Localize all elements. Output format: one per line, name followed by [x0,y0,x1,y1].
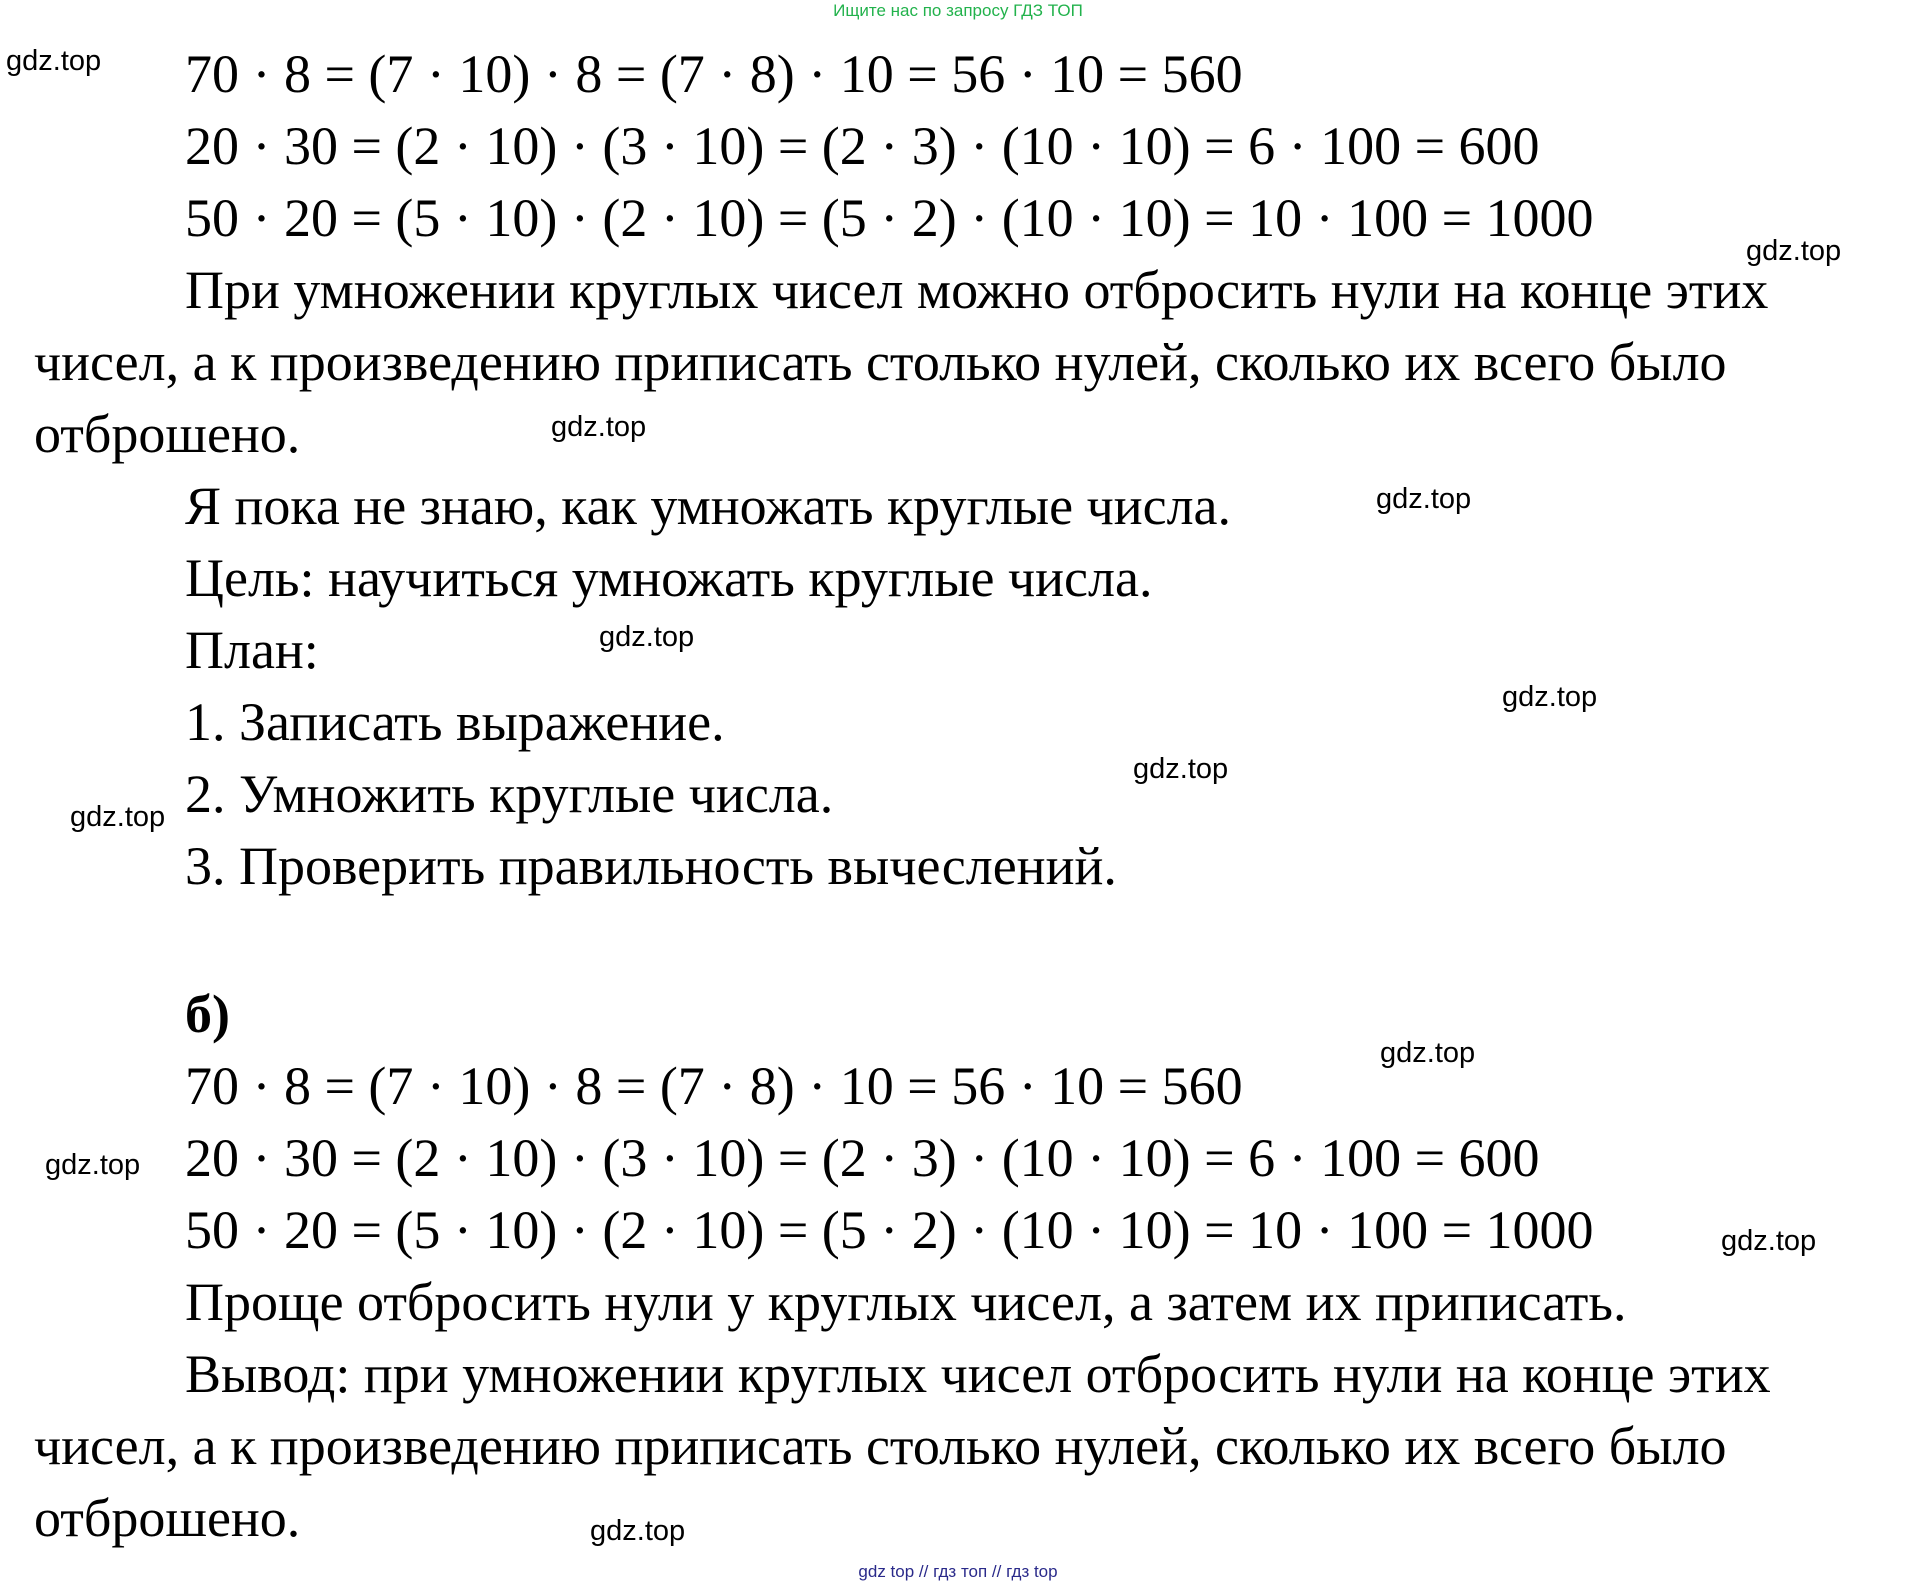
equation-line: 50 · 20 = (5 · 10) · (2 · 10) = (5 · 2) · (10 · 10) = 10 · 100 = 1000 [185,1200,1594,1260]
watermark: gdz.top [70,801,166,833]
watermark: gdz.top [1502,681,1598,713]
search-banner[interactable]: Ищите нас по запросу ГДЗ ТОП [833,1,1083,20]
conclusion-line: чисел, а к произведению приписать столько нулей, сколько их всего было [34,1416,1727,1476]
goal-statement: Цель: научиться умножать круглые числа. [185,548,1153,608]
watermark: gdz.top [1133,753,1229,785]
equation-line: 20 · 30 = (2 · 10) · (3 · 10) = (2 · 3) · (10 · 10) = 6 · 100 = 600 [185,1128,1540,1188]
part-b-label: б) [185,984,230,1044]
conclusion-line: отброшено. [34,1488,301,1548]
equation-line: 70 · 8 = (7 · 10) · 8 = (7 · 8) · 10 = 56 · 10 = 560 [185,44,1243,104]
unknown-statement: Я пока не знаю, как умножать круглые числа. [185,476,1232,536]
watermark: gdz.top [1380,1037,1476,1069]
conclusion-line: Вывод: при умножении круглых чисел отбросить нули на конце этих [185,1344,1771,1404]
plan-item: 2. Умножить круглые числа. [185,764,834,824]
rule-text-line: При умножении круглых чисел можно отбросить нули на конце этих [185,260,1769,320]
rule-text-line: отброшено. [34,404,301,464]
watermark: gdz.top [1721,1225,1817,1257]
watermark: gdz.top [6,45,102,77]
equation-line: 20 · 30 = (2 · 10) · (3 · 10) = (2 · 3) · (10 · 10) = 6 · 100 = 600 [185,116,1540,176]
note-line: Проще отбросить нули у круглых чисел, а затем их приписать. [185,1272,1627,1332]
equation-line: 70 · 8 = (7 · 10) · 8 = (7 · 8) · 10 = 56 · 10 = 560 [185,1056,1243,1116]
watermark: gdz.top [599,621,695,653]
watermark: gdz.top [45,1149,141,1181]
plan-item: 3. Проверить правильность вычеслений. [185,836,1117,896]
plan-item: 1. Записать выражение. [185,692,725,752]
watermark: gdz.top [1376,483,1472,515]
plan-title: План: [185,620,319,680]
watermark: gdz.top [1746,235,1842,267]
equation-line: 50 · 20 = (5 · 10) · (2 · 10) = (5 · 2) · (10 · 10) = 10 · 100 = 1000 [185,188,1594,248]
footer-links[interactable]: gdz top // гдз топ // гдз top [858,1562,1058,1581]
watermark: gdz.top [551,411,647,443]
watermark: gdz.top [590,1515,686,1547]
rule-text-line: чисел, а к произведению приписать столько нулей, сколько их всего было [34,332,1727,392]
